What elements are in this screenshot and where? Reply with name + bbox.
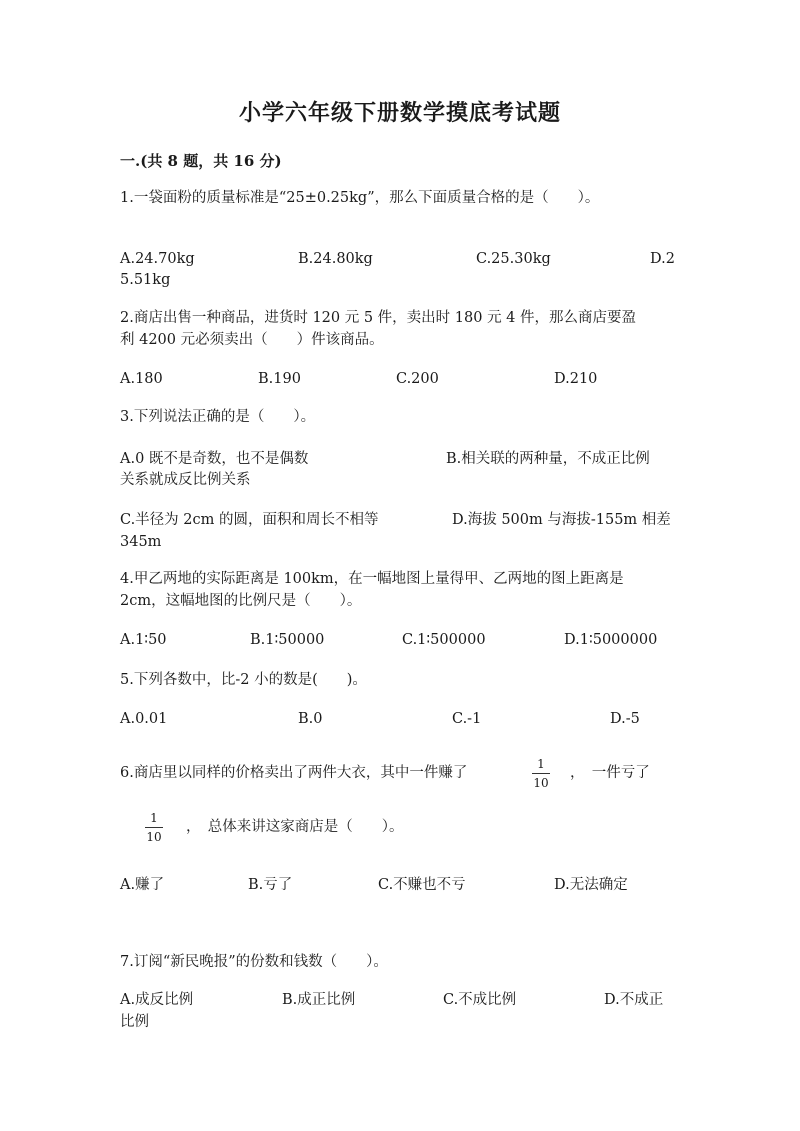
q3-option-c: C.半径为 2cm 的圆，面积和周长不相等 [120, 512, 379, 528]
q3-option-b-cont: 关系就成反比例关系 [120, 472, 251, 488]
question-5-stem: 5.下列各数中，比-2 小的数是( )。 [120, 672, 367, 688]
question-6-stem-line1-tail: ， 一件亏了 [570, 765, 650, 781]
question-6-stem-line1: 6.商店里以同样的价格卖出了两件大衣，其中一件赚了 [120, 765, 468, 781]
q1-option-c: C.25.30kg [476, 251, 551, 267]
question-2-stem-line1: 2.商店出售一种商品，进货时 120 元 5 件，卖出时 180 元 4 件，那么商店要盈 [120, 310, 637, 326]
question-2-stem-line2: 利 4200 元必须卖出（ ）件该商品。 [120, 332, 384, 348]
q4-option-a: A.1∶50 [120, 632, 167, 648]
q4-option-c: C.1∶500000 [402, 632, 486, 648]
q5-option-a: A.0.01 [120, 711, 168, 727]
q6-option-d: D.无法确定 [554, 877, 628, 893]
q3-option-b: B.相关联的两种量，不成正比例 [446, 451, 650, 467]
q2-option-c: C.200 [396, 371, 439, 387]
q4-option-d: D.1∶5000000 [564, 632, 658, 648]
fraction-denominator: 10 [146, 830, 162, 844]
q5-option-b: B.0 [298, 711, 323, 727]
fraction-numerator: 1 [150, 811, 158, 825]
question-4-stem-line1: 4.甲乙两地的实际距离是 100km，在一幅地图上量得甲、乙两地的图上距离是 [120, 571, 624, 587]
fraction-one-tenth [530, 757, 552, 790]
fraction-bar [145, 827, 163, 828]
question-4-stem-line2: 2cm，这幅地图的比例尺是（ ）。 [120, 593, 362, 609]
q7-option-d-cont: 比例 [120, 1014, 149, 1030]
q7-option-a: A.成反比例 [120, 992, 194, 1008]
fraction-one-tenth-2 [143, 811, 165, 844]
q4-option-b: B.1∶50000 [250, 632, 325, 648]
q1-option-b: B.24.80kg [298, 251, 373, 267]
fraction-numerator: 1 [537, 757, 545, 771]
q7-option-c: C.不成比例 [443, 992, 517, 1008]
q1-option-d-cont: 5.51kg [120, 272, 171, 288]
q3-option-a: A.0 既不是奇数，也不是偶数 [120, 451, 309, 467]
q6-option-c: C.不赚也不亏 [378, 877, 466, 893]
fraction-denominator: 10 [533, 776, 549, 790]
q7-option-d: D.不成正 [604, 992, 664, 1008]
q1-option-d: D.2 [650, 251, 675, 267]
exam-title: 小学六年级下册数学摸底考试题 [238, 100, 561, 126]
q6-option-b: B.亏了 [248, 877, 293, 893]
question-7-stem: 7.订阅“新民晚报”的份数和钱数（ ）。 [120, 954, 388, 970]
question-1-stem: 1.一袋面粉的质量标准是“25±0.25kg”，那么下面质量合格的是（ ）。 [120, 190, 600, 206]
question-3-stem: 3.下列说法正确的是（ ）。 [120, 409, 316, 425]
q5-option-c: C.-1 [452, 711, 482, 727]
q3-option-d: D.海拔 500m 与海拔-155m 相差 [452, 512, 671, 528]
q7-option-b: B.成正比例 [282, 992, 356, 1008]
q2-option-b: B.190 [258, 371, 301, 387]
question-6-stem-line2: ， 总体来讲这家商店是（ ）。 [186, 819, 404, 835]
q6-option-a: A.赚了 [120, 877, 165, 893]
fraction-bar [532, 773, 550, 774]
q3-option-d-cont: 345m [120, 534, 162, 550]
section-heading: 一.(共 8 题，共 16 分) [120, 152, 282, 170]
q2-option-a: A.180 [120, 371, 163, 387]
q1-option-a: A.24.70kg [120, 251, 195, 267]
q5-option-d: D.-5 [610, 711, 640, 727]
q2-option-d: D.210 [554, 371, 598, 387]
